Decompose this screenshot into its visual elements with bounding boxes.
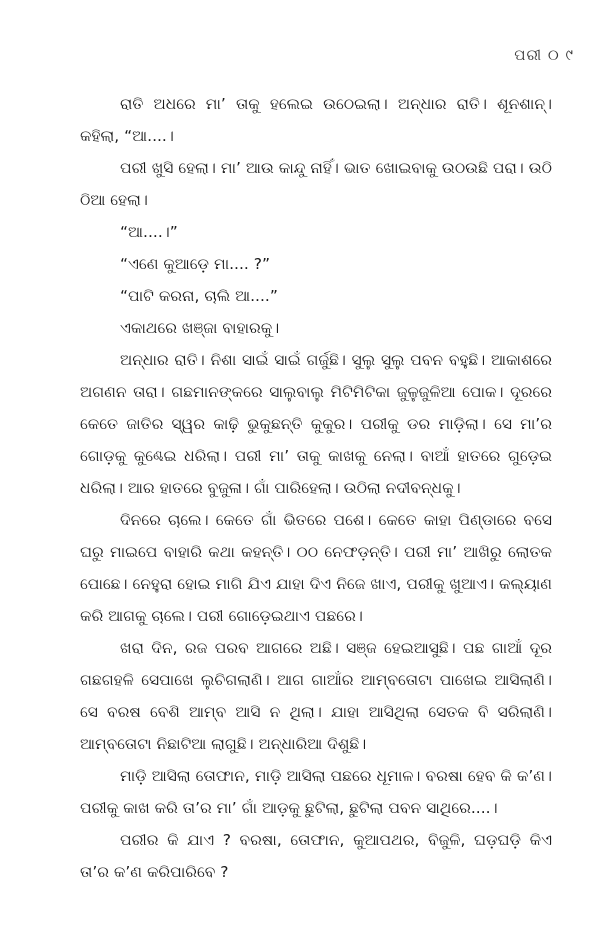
paragraph: ଏକାଥରେ ଖଞ୍ଜା ବାହାରକୁ। (120, 319, 280, 337)
body-text (80, 88, 552, 888)
running-header: ପରୀ ୦ ୯ (514, 46, 574, 64)
paragraph: “ପାଟି କରନା, ଚାଲି ଆ....” (120, 287, 278, 305)
paragraph: ମାଡ଼ି ଆସିଲା ତୋଫାନ, ମାଡ଼ି ଆସିଲା ପଛରେ ଧୂମାଳ। ବରଷା ହେବ କି କ’ଣ। ପରୀକୁ କାଖ କରି ତା’ର ମା’ ଗାଁ ଆଡ଼କୁ ଛୁଟିଲା, ଛୁଟିଲା ପବନ ସାଥିରେ....। (80, 767, 552, 817)
paragraph: ପରୀ ଖୁସି ହେଲା। ମା’ ଆଉ କାନ୍ଦୁ ନାହିଁ। ଭାତ ଖୋଇବାକୁ ଉଠଉଛି ପରା। ଉଠି ଠିଆ ହେଲା। (80, 159, 552, 209)
paragraph: ଦିନରେ ଚାଲେ। କେତେ ଗାଁ ଭିତରେ ପଶେ। କେତେ କାହା ପିଣ୍ଡାରେ ବସେ ଘରୁ ମାଇପେ ବାହାରି କଥା କହନ୍ତି। ୦ଠ ନେଫଡ଼ନ୍ତି। ପରୀ ମା’ ଆଖିରୁ ଲୋତକ ପୋଛେ। ନେହୁରା ହୋଇ ମାଗି ଯିଏ ଯାହା ଦିଏ ନିଜେ ଖାଏ, ପରୀକୁ ଖୁଆଏ। କଲ୍ୟାଣ କରି ଆଗକୁ ଚାଲେ। ପରୀ ଗୋଡ଼େଇଥାଏ ପଛରେ। (80, 511, 552, 625)
paragraph: ରାତି ଅଧରେ ମା’ ତାକୁ ହଲେଇ ଉଠେଇଲା। ଅନ୍ଧାର ରାତି। ଶୂନଶାନ୍। କହିଲା, “ଆ....। (80, 95, 552, 145)
paragraph: ପରୀର କି ଯାଏ ? ବରଷା, ତୋଫାନ, କୁଆପଥର, ବିଜୁଳି, ଘଡ଼ଘଡ଼ି କିଏ ତା’ର କ’ଣ କରିପାରିବେ ? (80, 831, 552, 881)
paragraph: “ଏଣେ କୁଆଡ଼େ ମା.... ?” (120, 255, 270, 273)
paragraph: “ଆ....।” (120, 223, 178, 241)
paragraph: ଅନ୍ଧାର ରାତି। ନିଶା ସାଇଁ ସାଇଁ ଗର୍ଜୁଛି। ସୁଲୁ ସୁଲୁ ପବନ ବହୁଛି। ଆକାଶରେ ଅଗଣନ ତାରା। ଗଛମାନଙ୍କରେ ସାଲୁବାଲୁ ମିଟିମିଟିକା ଜୁଳୁଜୁଳିଆ ପୋକ। ଦୂରରେ କେତେ ଜାତିର ସ୍ୱର କାଢ଼ି ଭୁକୁଛନ୍ତି କୁକୁର। ପରୀକୁ ଡର ମାଡ଼ିଲା। ସେ ମା’ର ଗୋଡ଼କୁ କୁଣ୍ଢେଇ ଧରିଲା। ପରୀ ମା’ ତାକୁ କାଖକୁ ନେଲା। ବାଆଁ ହାତରେ ଗୁଡ଼େଇ ଧରିଲା। ଆର ହାତରେ ବୁଜୁଳା। ଗାଁ ପାରିହେଲା। ଉଠିଲା ନଦୀବନ୍ଧକୁ। (80, 351, 552, 497)
paragraph: ଖରା ଦିନ, ରଜ ପରବ ଆଗରେ ଅଛି। ସଞ୍ଜ ହେଇଆସୁଛି। ପଛ ଗାଆଁ ଦୂର ଗଛଗହଳି ସେପାଖେ ଲୁଚିଗଲାଣି। ଆଗ ଗାଆଁର ଆମ୍ବତୋଟା ପାଖେଇ ଆସିଲାଣି। ସେ ବରଷ ବେଶି ଆମ୍ବ ଆସି ନ ଥିଲା। ଯାହା ଆସିଥିଲା ସେତକ ବି ସରିଲାଣି। ଆମ୍ବତୋଟା ନିଛାଟିଆ ଲାଗୁଛି। ଅନ୍ଧାରିଆ ଦିଶୁଛି। (80, 639, 552, 753)
